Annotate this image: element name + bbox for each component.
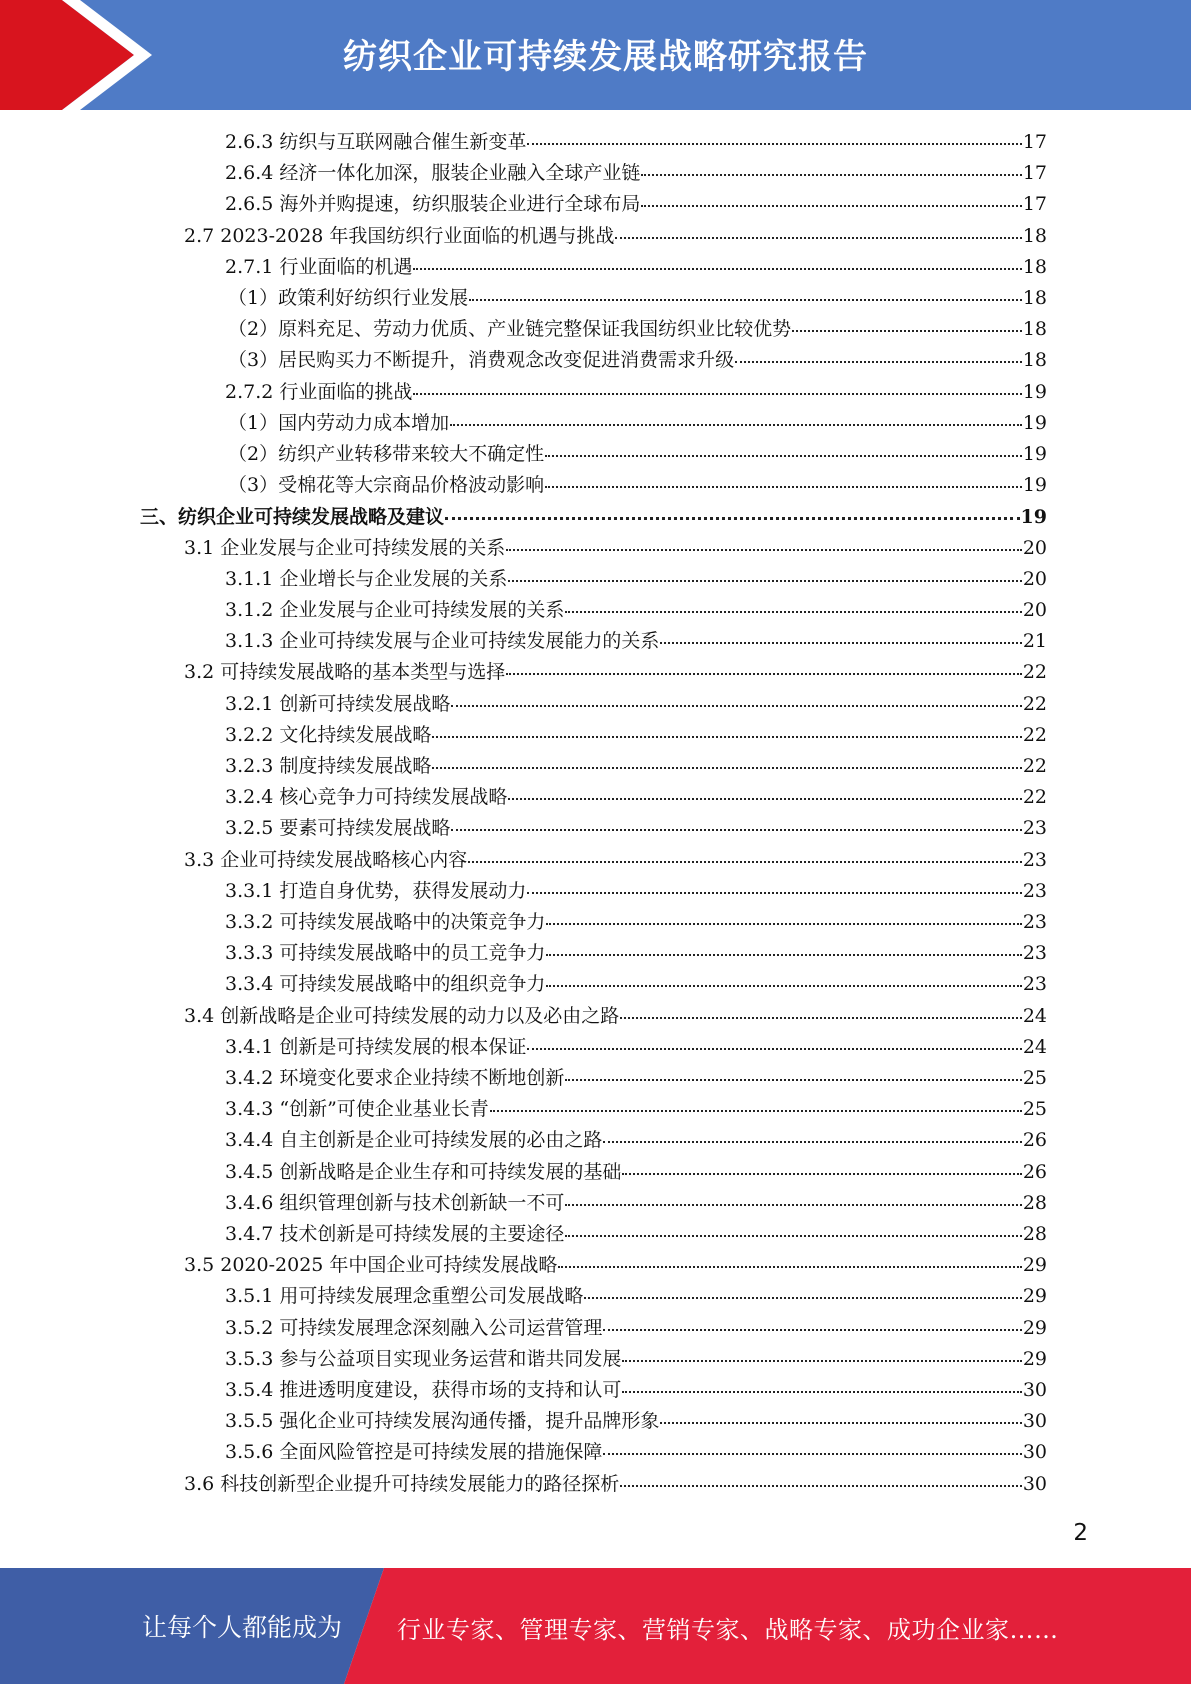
toc-entry[interactable] <box>184 1000 1047 1028</box>
toc-entry-page: 29 <box>1022 1347 1047 1370</box>
toc-dot-leader <box>546 965 1021 987</box>
toc-dot-leader <box>432 716 1021 738</box>
toc-entry-page: 18 <box>1022 287 1047 309</box>
toc-entry-title: 3.5.4 推进透明度建设，获得市场的支持和认可 <box>225 1379 622 1401</box>
toc-entry[interactable] <box>225 376 1047 404</box>
toc-dot-leader <box>450 404 1022 426</box>
toc-entry-page: 30 <box>1022 1379 1047 1401</box>
toc-entry[interactable] <box>225 1405 1047 1433</box>
toc-entry-page: 30 <box>1022 1441 1047 1464</box>
toc-entry[interactable] <box>184 1468 1047 1496</box>
toc-entry-title: 3.1 企业发展与企业可持续发展的关系 <box>184 536 506 559</box>
toc-entry[interactable] <box>228 344 1047 372</box>
toc-entry-page: 28 <box>1022 1223 1047 1245</box>
toc-dot-leader <box>565 591 1021 613</box>
toc-entry[interactable] <box>225 750 1047 778</box>
toc-entry-page: 25 <box>1022 1098 1047 1121</box>
footer-slogan-left: 让每个人都能成为 <box>142 1613 343 1642</box>
toc-dot-leader <box>622 1340 1021 1362</box>
toc-entry-title: 3.5.1 用可持续发展理念重塑公司发展战略 <box>225 1285 584 1308</box>
toc-entry-title: 3.5 2020-2025 年中国企业可持续发展战略 <box>184 1254 558 1277</box>
toc-entry-page: 29 <box>1022 1285 1047 1308</box>
toc-entry-title: 2.7.1 行业面临的机遇 <box>225 255 413 278</box>
toc-entry-title: 3.3.3 可持续发展战略中的员工竞争力 <box>225 942 546 965</box>
toc-entry-page: 20 <box>1022 536 1047 559</box>
toc-dot-leader <box>603 1309 1021 1331</box>
toc-entry[interactable] <box>225 1374 1047 1402</box>
toc-entry[interactable] <box>225 1124 1047 1152</box>
toc-entry-title: （3）受棉花等大宗商品价格波动影响 <box>228 474 545 497</box>
toc-entry-page: 23 <box>1022 879 1047 902</box>
toc-entry-page: 18 <box>1022 349 1047 372</box>
toc-entry-title: 3.4.6 组织管理创新与技术创新缺一不可 <box>225 1191 565 1214</box>
toc-dot-leader <box>565 1184 1021 1206</box>
toc-entry-page: 18 <box>1022 318 1047 341</box>
toc-entry[interactable] <box>225 1062 1047 1090</box>
toc-dot-leader <box>506 653 1022 675</box>
toc-entry-page: 29 <box>1022 1254 1047 1277</box>
toc-entry-title: （1）国内劳动力成本增加 <box>228 411 450 434</box>
toc-entry[interactable] <box>184 220 1047 248</box>
toc-entry[interactable] <box>225 251 1047 279</box>
toc-entry[interactable] <box>225 563 1047 591</box>
toc-entry-title: 3.2.1 创新可持续发展战略 <box>225 692 451 715</box>
toc-entry-page: 24 <box>1022 1004 1047 1027</box>
toc-entry-page: 26 <box>1022 1160 1047 1183</box>
toc-entry-page: 19 <box>1020 506 1047 529</box>
toc-entry-title: 3.4.3 “创新”可使企业基业长青 <box>225 1098 489 1121</box>
toc-dot-leader <box>490 1090 1022 1112</box>
toc-entry-page: 19 <box>1022 474 1047 497</box>
toc-entry[interactable] <box>184 656 1047 684</box>
toc-entry[interactable] <box>225 1187 1047 1215</box>
toc-entry[interactable] <box>140 500 1047 528</box>
toc-dot-leader <box>641 154 1021 176</box>
toc-dot-leader <box>565 1059 1021 1081</box>
toc-entry[interactable] <box>228 469 1047 497</box>
toc-entry-page: 23 <box>1022 942 1047 965</box>
toc-entry-title: 3.3.2 可持续发展战略中的决策竞争力 <box>225 911 546 933</box>
toc-entry-page: 22 <box>1022 692 1047 715</box>
toc-entry-title: 3.2.2 文化持续发展战略 <box>225 723 432 746</box>
toc-dot-leader <box>603 1121 1021 1143</box>
toc-dot-leader <box>508 560 1021 582</box>
toc-dot-leader <box>508 778 1021 800</box>
toc-entry[interactable] <box>225 1031 1047 1059</box>
toc-dot-leader <box>622 1371 1021 1393</box>
toc-entry[interactable] <box>225 157 1047 185</box>
toc-entry[interactable] <box>225 625 1047 653</box>
toc-entry[interactable] <box>225 937 1047 965</box>
toc-entry-page: 25 <box>1022 1067 1047 1089</box>
toc-entry-title: 3.3.4 可持续发展战略中的组织竞争力 <box>225 973 546 996</box>
toc-entry-page: 30 <box>1022 1472 1047 1495</box>
toc-dot-leader <box>641 185 1021 207</box>
toc-dot-leader <box>413 373 1021 395</box>
toc-entry[interactable] <box>225 1343 1047 1371</box>
toc-dot-leader <box>445 497 1020 520</box>
toc-entry-title: 2.7 2023-2028 年我国纺织行业面临的机遇与挑战 <box>184 224 615 247</box>
toc-entry-title: （1）政策利好纺织行业发展 <box>228 287 469 309</box>
toc-entry-page: 23 <box>1022 817 1047 840</box>
toc-entry[interactable] <box>225 188 1047 216</box>
toc-entry-title: 3.5.3 参与公益项目实现业务运营和谐共同发展 <box>225 1347 622 1370</box>
toc-dot-leader <box>432 747 1021 769</box>
toc-entry[interactable] <box>225 1093 1047 1121</box>
toc-entry-title: 3.1.2 企业发展与企业可持续发展的关系 <box>225 599 565 621</box>
page-number: 2 <box>1073 1520 1088 1546</box>
toc-entry-page: 17 <box>1022 162 1047 185</box>
toc-entry-page: 28 <box>1022 1191 1047 1214</box>
toc-entry-title: 3.2 可持续发展战略的基本类型与选择 <box>184 661 506 684</box>
toc-entry[interactable] <box>225 1436 1047 1464</box>
toc-entry-page: 19 <box>1022 380 1047 403</box>
toc-entry-page: 23 <box>1022 848 1047 871</box>
toc-entry-title: 2.6.3 纺织与互联网融合催生新变革 <box>225 131 527 153</box>
toc-dot-leader <box>603 1433 1021 1455</box>
toc-entry-title: 3.4.4 自主创新是企业可持续发展的必由之路 <box>225 1129 603 1152</box>
toc-entry[interactable] <box>184 844 1047 872</box>
toc-entry[interactable] <box>228 282 1047 310</box>
toc-dot-leader <box>615 217 1021 239</box>
toc-entry-title: 3.5.5 强化企业可持续发展沟通传播，提升品牌形象 <box>225 1410 660 1433</box>
toc-dot-leader <box>622 1153 1021 1175</box>
toc-entry-title: 3.4.7 技术创新是可持续发展的主要途径 <box>225 1223 565 1245</box>
toc-entry[interactable] <box>225 1312 1047 1340</box>
toc-entry-title: 3.4.2 环境变化要求企业持续不断地创新 <box>225 1067 565 1089</box>
toc-entry-title: 3.4 创新战略是企业可持续发展的动力以及必由之路 <box>184 1004 620 1027</box>
toc-entry-title: 2.6.5 海外并购提速，纺织服装企业进行全球布局 <box>225 193 641 216</box>
toc-entry-page: 21 <box>1022 630 1047 653</box>
toc-dot-leader <box>451 685 1021 707</box>
toc-entry-page: 22 <box>1022 755 1047 777</box>
toc-dot-leader <box>545 466 1022 488</box>
toc-entry-title: 3.4.5 创新战略是企业生存和可持续发展的基础 <box>225 1160 622 1183</box>
toc-dot-leader <box>546 903 1021 925</box>
toc-dot-leader <box>527 872 1021 894</box>
toc-entry-page: 23 <box>1022 973 1047 996</box>
toc-entry[interactable] <box>228 438 1047 466</box>
toc-entry-page: 30 <box>1022 1410 1047 1433</box>
toc-entry-title: 2.6.4 经济一体化加深，服装企业融入全球产业链 <box>225 162 641 185</box>
toc-entry-title: （3）居民购买力不断提升，消费观念改变促进消费需求升级 <box>228 349 735 372</box>
toc-entry[interactable] <box>225 1218 1047 1246</box>
toc-dot-leader <box>413 248 1021 270</box>
toc-entry-title: 3.2.3 制度持续发展战略 <box>225 755 432 777</box>
toc-entry-title: 3.4.1 创新是可持续发展的根本保证 <box>225 1035 527 1058</box>
toc-entry-page: 22 <box>1022 723 1047 746</box>
toc-entry[interactable] <box>225 812 1047 840</box>
toc-entry-page: 22 <box>1022 661 1047 684</box>
toc-entry-title: 3.2.5 要素可持续发展战略 <box>225 817 451 840</box>
toc-dot-leader <box>527 1028 1021 1050</box>
toc-dot-leader <box>620 1465 1022 1487</box>
toc-dot-leader <box>792 310 1022 332</box>
toc-entry-title: 3.5.2 可持续发展理念深刻融入公司运营管理 <box>225 1316 603 1339</box>
toc-dot-leader <box>546 934 1021 956</box>
toc-entry-title: 三、纺织企业可持续发展战略及建议 <box>140 506 445 529</box>
toc-dot-leader <box>584 1277 1021 1299</box>
toc-dot-leader <box>735 341 1022 363</box>
toc-entry-page: 24 <box>1022 1035 1047 1058</box>
toc-entry[interactable] <box>225 594 1047 622</box>
toc-entry-page: 18 <box>1022 255 1047 278</box>
toc-entry-title: 3.6 科技创新型企业提升可持续发展能力的路径探析 <box>184 1472 620 1495</box>
toc-entry[interactable] <box>228 407 1047 435</box>
document-title: 纺织企业可持续发展战略研究报告 <box>343 36 868 77</box>
toc-entry-page: 17 <box>1022 131 1047 153</box>
toc-entry-title: （2）原料充足、劳动力优质、产业链完整保证我国纺织业比较优势 <box>228 318 792 341</box>
toc-entry[interactable] <box>225 688 1047 716</box>
toc-entry[interactable] <box>225 719 1047 747</box>
toc-entry[interactable] <box>225 875 1047 903</box>
toc-entry-page: 20 <box>1022 567 1047 590</box>
toc-entry-page: 18 <box>1022 224 1047 247</box>
toc-entry-title: 3.1.1 企业增长与企业发展的关系 <box>225 567 508 590</box>
toc-entry[interactable] <box>184 1249 1047 1277</box>
toc-dot-leader <box>506 529 1022 551</box>
toc-dot-leader <box>468 841 1022 863</box>
toc-dot-leader <box>469 279 1022 301</box>
toc-entry-page: 23 <box>1022 911 1047 933</box>
header-banner <box>0 0 1191 110</box>
toc-entry-title: 3.5.6 全面风险管控是可持续发展的措施保障 <box>225 1441 603 1464</box>
toc-dot-leader <box>451 809 1021 831</box>
toc-entry[interactable] <box>225 1280 1047 1308</box>
toc-entry-page: 17 <box>1022 193 1047 216</box>
toc-entry-page: 19 <box>1022 411 1047 434</box>
toc-dot-leader <box>660 1402 1021 1424</box>
toc-dot-leader <box>565 1215 1021 1237</box>
toc-entry[interactable] <box>228 313 1047 341</box>
toc-entry-title: 3.3.1 打造自身优势，获得发展动力 <box>225 879 527 902</box>
footer-slogan-right: 行业专家、管理专家、营销专家、战略专家、成功企业家…… <box>397 1616 1059 1644</box>
toc-entry-page: 22 <box>1022 786 1047 809</box>
toc-dot-leader <box>558 1246 1021 1268</box>
toc-entry-title: （2）纺织产业转移带来较大不确定性 <box>228 443 545 465</box>
toc-entry[interactable] <box>225 968 1047 996</box>
toc-dot-leader <box>527 123 1021 145</box>
toc-entry-title: 3.2.4 核心竞争力可持续发展战略 <box>225 786 508 809</box>
toc-entry[interactable] <box>225 906 1047 934</box>
toc-entry-title: 3.1.3 企业可持续发展与企业可持续发展能力的关系 <box>225 630 660 653</box>
toc-dot-leader <box>620 997 1022 1019</box>
toc-dot-leader <box>545 435 1022 457</box>
toc-entry[interactable] <box>225 781 1047 809</box>
toc-entry[interactable] <box>225 126 1047 154</box>
toc-dot-leader <box>660 622 1021 644</box>
toc-entry-title: 3.3 企业可持续发展战略核心内容 <box>184 848 468 871</box>
toc-entry-page: 26 <box>1022 1129 1047 1152</box>
toc-entry[interactable] <box>225 1156 1047 1184</box>
toc-entry[interactable] <box>184 532 1047 560</box>
toc-entry-title: 2.7.2 行业面临的挑战 <box>225 380 413 403</box>
toc-entry-page: 29 <box>1022 1316 1047 1339</box>
toc-entry-page: 20 <box>1022 599 1047 621</box>
toc-entry-page: 19 <box>1022 443 1047 465</box>
